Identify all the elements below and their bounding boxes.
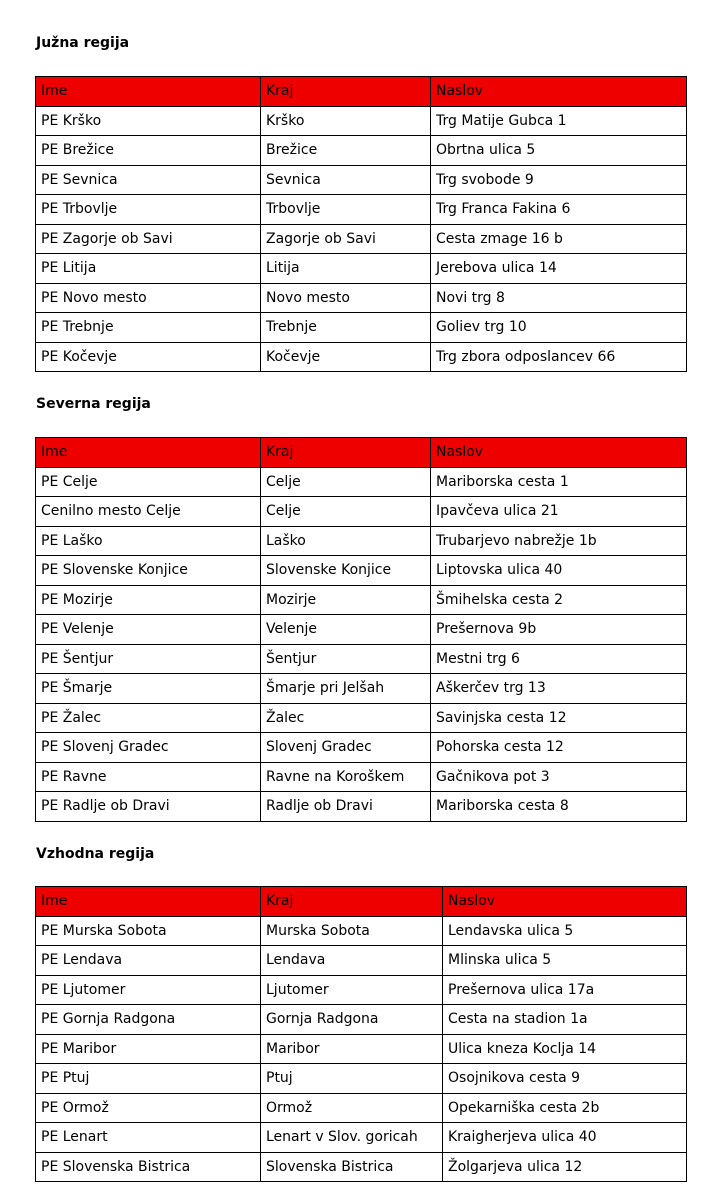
cell-kraj: Ptuj xyxy=(261,1064,443,1094)
cell-naslov: Cesta zmage 16 b xyxy=(431,224,687,254)
cell-naslov: Savinjska cesta 12 xyxy=(431,703,687,733)
region-heading-severna xyxy=(36,395,151,413)
column-header-ime: Ime xyxy=(36,887,261,917)
cell-ime: PE Slovenska Bistrica xyxy=(36,1152,261,1182)
cell-ime: PE Velenje xyxy=(36,615,261,645)
region-heading-juzna xyxy=(36,34,129,52)
cell-naslov: Trubarjevo nabrežje 1b xyxy=(431,526,687,556)
table-row xyxy=(36,615,687,645)
cell-naslov: Cesta na stadion 1a xyxy=(443,1005,687,1035)
cell-ime: PE Mozirje xyxy=(36,585,261,615)
cell-ime: PE Radlje ob Dravi xyxy=(36,792,261,822)
column-header-naslov: Naslov xyxy=(443,887,687,917)
table-row xyxy=(36,733,687,763)
table-row xyxy=(36,106,687,136)
cell-ime: PE Ravne xyxy=(36,762,261,792)
table-row xyxy=(36,526,687,556)
cell-ime: PE Sevnica xyxy=(36,165,261,195)
cell-ime: PE Ptuj xyxy=(36,1064,261,1094)
table-header-row xyxy=(36,887,687,917)
cell-kraj: Sevnica xyxy=(261,165,431,195)
cell-kraj: Trebnje xyxy=(261,313,431,343)
cell-kraj: Žalec xyxy=(261,703,431,733)
cell-naslov: Osojnikova cesta 9 xyxy=(443,1064,687,1094)
cell-ime: PE Brežice xyxy=(36,136,261,166)
cell-kraj: Gornja Radgona xyxy=(261,1005,443,1035)
cell-kraj: Ormož xyxy=(261,1093,443,1123)
cell-ime: PE Zagorje ob Savi xyxy=(36,224,261,254)
cell-ime: PE Žalec xyxy=(36,703,261,733)
table-row xyxy=(36,195,687,225)
table-row xyxy=(36,1034,687,1064)
cell-naslov: Prešernova 9b xyxy=(431,615,687,645)
cell-kraj: Trbovlje xyxy=(261,195,431,225)
table-row xyxy=(36,674,687,704)
column-header-ime: Ime xyxy=(36,438,261,468)
table-row xyxy=(36,283,687,313)
cell-naslov: Kraigherjeva ulica 40 xyxy=(443,1123,687,1153)
cell-kraj: Šmarje pri Jelšah xyxy=(261,674,431,704)
column-header-naslov: Naslov xyxy=(431,438,687,468)
cell-naslov: Žolgarjeva ulica 12 xyxy=(443,1152,687,1182)
cell-kraj: Velenje xyxy=(261,615,431,645)
cell-naslov: Mariborska cesta 8 xyxy=(431,792,687,822)
cell-ime: PE Lendava xyxy=(36,946,261,976)
cell-kraj: Brežice xyxy=(261,136,431,166)
cell-kraj: Maribor xyxy=(261,1034,443,1064)
office-table-juzna xyxy=(35,76,687,372)
cell-ime: PE Trbovlje xyxy=(36,195,261,225)
cell-kraj: Litija xyxy=(261,254,431,284)
table-row xyxy=(36,1093,687,1123)
table-row xyxy=(36,224,687,254)
cell-naslov: Mariborska cesta 1 xyxy=(431,467,687,497)
cell-naslov: Trg zbora odposlancev 66 xyxy=(431,342,687,372)
table-row xyxy=(36,556,687,586)
cell-kraj: Lendava xyxy=(261,946,443,976)
table-row xyxy=(36,136,687,166)
cell-kraj: Šentjur xyxy=(261,644,431,674)
cell-naslov: Obrtna ulica 5 xyxy=(431,136,687,166)
table-row xyxy=(36,342,687,372)
cell-kraj: Laško xyxy=(261,526,431,556)
cell-ime: Cenilno mesto Celje xyxy=(36,497,261,527)
column-header-kraj: Kraj xyxy=(261,77,431,107)
cell-naslov: Gačnikova pot 3 xyxy=(431,762,687,792)
table-row xyxy=(36,946,687,976)
cell-naslov: Trg Matije Gubca 1 xyxy=(431,106,687,136)
cell-naslov: Mestni trg 6 xyxy=(431,644,687,674)
cell-kraj: Lenart v Slov. goricah xyxy=(261,1123,443,1153)
cell-ime: PE Slovenske Konjice xyxy=(36,556,261,586)
cell-ime: PE Maribor xyxy=(36,1034,261,1064)
region-title: Južna regija xyxy=(36,35,130,51)
cell-naslov: Liptovska ulica 40 xyxy=(431,556,687,586)
cell-ime: PE Gornja Radgona xyxy=(36,1005,261,1035)
cell-kraj: Murska Sobota xyxy=(261,916,443,946)
cell-naslov: Trg Franca Fakina 6 xyxy=(431,195,687,225)
region-heading-vzhodna xyxy=(36,845,154,863)
cell-naslov: Novi trg 8 xyxy=(431,283,687,313)
table-header-row xyxy=(36,438,687,468)
cell-kraj: Celje xyxy=(261,497,431,527)
cell-ime: PE Slovenj Gradec xyxy=(36,733,261,763)
cell-ime: PE Trebnje xyxy=(36,313,261,343)
table-row xyxy=(36,585,687,615)
column-header-naslov: Naslov xyxy=(431,77,687,107)
cell-ime: PE Lenart xyxy=(36,1123,261,1153)
table-row xyxy=(36,165,687,195)
cell-ime: PE Litija xyxy=(36,254,261,284)
table-row xyxy=(36,792,687,822)
cell-naslov: Pohorska cesta 12 xyxy=(431,733,687,763)
table-row xyxy=(36,254,687,284)
column-header-kraj: Kraj xyxy=(261,887,443,917)
cell-ime: PE Šmarje xyxy=(36,674,261,704)
table-row xyxy=(36,1123,687,1153)
cell-ime: PE Murska Sobota xyxy=(36,916,261,946)
cell-kraj: Slovenske Konjice xyxy=(261,556,431,586)
cell-ime: PE Novo mesto xyxy=(36,283,261,313)
cell-ime: PE Laško xyxy=(36,526,261,556)
cell-ime: PE Šentjur xyxy=(36,644,261,674)
office-table-severna xyxy=(35,437,687,822)
cell-kraj: Radlje ob Dravi xyxy=(261,792,431,822)
cell-kraj: Slovenj Gradec xyxy=(261,733,431,763)
cell-naslov: Aškerčev trg 13 xyxy=(431,674,687,704)
cell-naslov: Trg svobode 9 xyxy=(431,165,687,195)
cell-kraj: Slovenska Bistrica xyxy=(261,1152,443,1182)
cell-naslov: Prešernova ulica 17a xyxy=(443,975,687,1005)
table-row xyxy=(36,916,687,946)
cell-kraj: Krško xyxy=(261,106,431,136)
cell-ime: PE Krško xyxy=(36,106,261,136)
cell-kraj: Ravne na Koroškem xyxy=(261,762,431,792)
table-row xyxy=(36,467,687,497)
table-row xyxy=(36,497,687,527)
table-header-row xyxy=(36,77,687,107)
table-row xyxy=(36,1152,687,1182)
column-header-kraj: Kraj xyxy=(261,438,431,468)
cell-ime: PE Ormož xyxy=(36,1093,261,1123)
table-row xyxy=(36,762,687,792)
column-header-ime: Ime xyxy=(36,77,261,107)
cell-naslov: Lendavska ulica 5 xyxy=(443,916,687,946)
region-title: Vzhodna regija xyxy=(36,846,155,862)
cell-naslov: Jerebova ulica 14 xyxy=(431,254,687,284)
cell-kraj: Kočevje xyxy=(261,342,431,372)
table-row xyxy=(36,703,687,733)
cell-naslov: Opekarniška cesta 2b xyxy=(443,1093,687,1123)
table-row xyxy=(36,313,687,343)
cell-ime: PE Ljutomer xyxy=(36,975,261,1005)
cell-kraj: Mozirje xyxy=(261,585,431,615)
table-row xyxy=(36,975,687,1005)
table-row xyxy=(36,644,687,674)
cell-kraj: Celje xyxy=(261,467,431,497)
cell-kraj: Ljutomer xyxy=(261,975,443,1005)
cell-kraj: Novo mesto xyxy=(261,283,431,313)
cell-ime: PE Celje xyxy=(36,467,261,497)
table-row xyxy=(36,1064,687,1094)
cell-naslov: Mlinska ulica 5 xyxy=(443,946,687,976)
cell-naslov: Šmihelska cesta 2 xyxy=(431,585,687,615)
region-title: Severna regija xyxy=(36,396,151,412)
cell-naslov: Goliev trg 10 xyxy=(431,313,687,343)
cell-naslov: Ulica kneza Koclja 14 xyxy=(443,1034,687,1064)
cell-kraj: Zagorje ob Savi xyxy=(261,224,431,254)
office-table-vzhodna xyxy=(35,886,687,1182)
cell-naslov: Ipavčeva ulica 21 xyxy=(431,497,687,527)
table-row xyxy=(36,1005,687,1035)
cell-ime: PE Kočevje xyxy=(36,342,261,372)
